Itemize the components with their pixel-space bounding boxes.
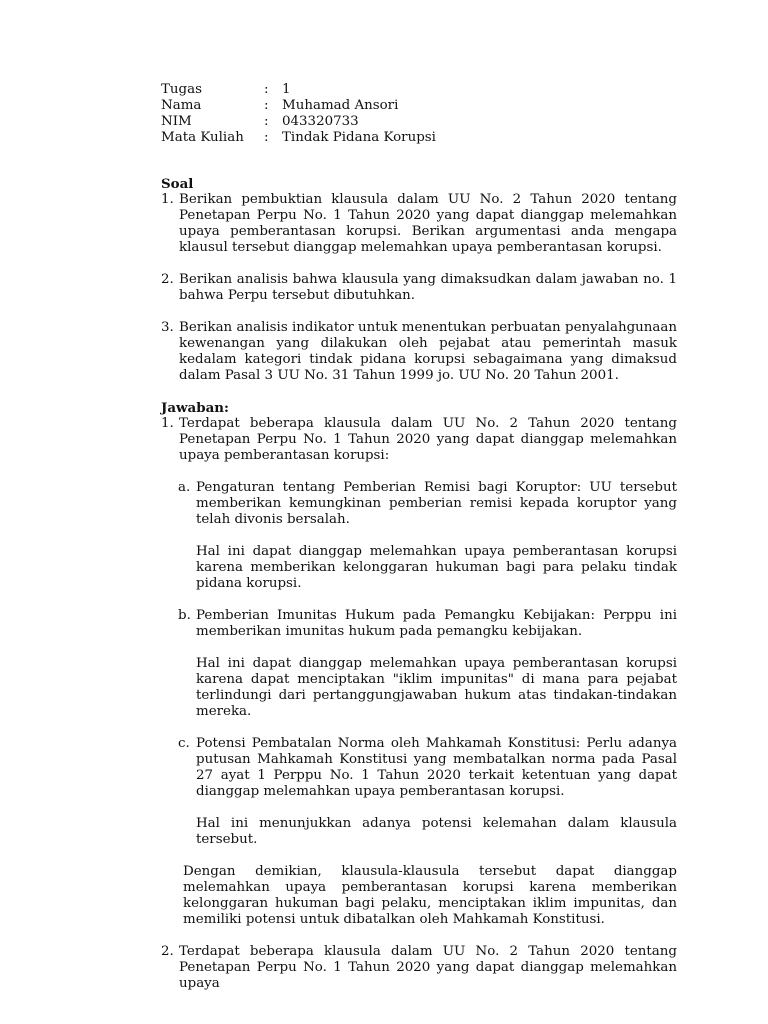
sub-list-marker: b.: [178, 608, 191, 623]
soal-heading: Soal: [161, 176, 194, 192]
header-value: 043320733: [282, 114, 359, 129]
jawaban-item-text: Terdapat beberapa klausula dalam UU No. 2 Tahun 2020 tentang Penetapan Perpu No. 1 Tahun 2020 yang dapat dianggap melemahkan upaya: [179, 944, 677, 991]
header-label: NIM: [161, 114, 192, 129]
subitem-text: Pengaturan tentang Pemberian Remisi bagi Koruptor: UU tersebut memberikan kemungkinan pemberian remisi kepada koruptor yang telah divonis bersalah.: [196, 480, 677, 527]
header-row-mata-kuliah: [161, 130, 677, 146]
list-marker: 2.: [161, 272, 174, 287]
jawaban-section: [161, 400, 677, 992]
list-marker: 1.: [161, 192, 174, 207]
header-colon: :: [264, 98, 269, 113]
header-value: 1: [282, 82, 291, 97]
subitem-note: Hal ini dapat dianggap melemahkan upaya pemberantasan korupsi karena dapat menciptakan "iklim impunitas" di mana para pejabat terlindungi dari pertanggungjawaban hukum atas tindakan-tindakan mereka.: [196, 656, 677, 719]
jawaban-subitem-c: [178, 736, 677, 800]
jawaban-conclusion: Dengan demikian, klausula-klausula tersebut dapat dianggap melemahkan upaya pemberantasan korupsi karena memberikan kelonggaran hukuman bagi pelaku, menciptakan iklim impunitas, dan memiliki potensi untuk dibatalkan oleh Mahkamah Konstitusi.: [183, 864, 677, 927]
jawaban-heading: Jawaban:: [161, 400, 229, 416]
soal-section: [161, 176, 677, 384]
header-label: Mata Kuliah: [161, 130, 244, 145]
header-block: [161, 82, 677, 146]
jawaban-item-2: [161, 944, 677, 992]
document-page: [161, 82, 677, 992]
header-value: Muhamad Ansori: [282, 98, 399, 113]
soal-item-3: [161, 320, 677, 384]
list-marker: 1.: [161, 416, 174, 431]
header-label: Nama: [161, 98, 202, 113]
soal-item-text: Berikan analisis bahwa klausula yang dimaksudkan dalam jawaban no. 1 bahwa Perpu tersebut dibutuhkan.: [179, 272, 677, 303]
jawaban-subitem-a: [178, 480, 677, 528]
header-row-tugas: [161, 82, 677, 98]
jawaban-item-intro: Terdapat beberapa klausula dalam UU No. 2 Tahun 2020 tentang Penetapan Perpu No. 1 Tahun 2020 yang dapat dianggap melemahkan upaya pemberantasan korupsi:: [179, 416, 677, 463]
header-colon: :: [264, 114, 269, 129]
list-marker: 3.: [161, 320, 174, 335]
subitem-text: Potensi Pembatalan Norma oleh Mahkamah Konstitusi: Perlu adanya putusan Mahkamah Konstitusi yang membatalkan norma pada Pasal 27 ayat 1 Perppu No. 1 Tahun 2020 terkait ketentuan yang dapat dianggap melemahkan upaya pemberantasan korupsi.: [196, 736, 677, 799]
soal-item-2: [161, 272, 677, 304]
header-colon: :: [264, 82, 269, 97]
list-marker: 2.: [161, 944, 174, 959]
jawaban-item-1: [161, 416, 677, 464]
soal-item-text: Berikan analisis indikator untuk menentukan perbuatan penyalahgunaan kewenangan yang dilakukan oleh pejabat atau pemerintah masuk kedalam kategori tindak pidana korupsi sebagaimana yang dimaksud dalam Pasal 3 UU No. 31 Tahun 1999 jo. UU No. 20 Tahun 2001.: [179, 320, 677, 383]
subitem-note: Hal ini menunjukkan adanya potensi kelemahan dalam klausula tersebut.: [196, 816, 677, 847]
header-label: Tugas: [161, 82, 202, 97]
subitem-text: Pemberian Imunitas Hukum pada Pemangku Kebijakan: Perppu ini memberikan imunitas hukum pada pemangku kebijakan.: [196, 608, 677, 639]
soal-item-text: Berikan pembuktian klausula dalam UU No. 2 Tahun 2020 tentang Penetapan Perpu No. 1 Tahun 2020 yang dapat dianggap melemahkan upaya pemberantasan korupsi. Berikan argumentasi anda mengapa klausul tersebut dianggap melemahkan upaya pemberantasan korupsi.: [179, 192, 677, 255]
sub-list-marker: c.: [178, 736, 190, 751]
soal-item-1: [161, 192, 677, 256]
header-colon: :: [264, 130, 269, 145]
jawaban-subitem-b: [178, 608, 677, 640]
header-row-nim: [161, 114, 677, 130]
subitem-note: Hal ini dapat dianggap melemahkan upaya pemberantasan korupsi karena memberikan kelonggaran hukuman bagi para pelaku tindak pidana korupsi.: [196, 544, 677, 591]
sub-list-marker: a.: [178, 480, 191, 495]
header-row-nama: [161, 98, 677, 114]
header-value: Tindak Pidana Korupsi: [282, 130, 436, 145]
